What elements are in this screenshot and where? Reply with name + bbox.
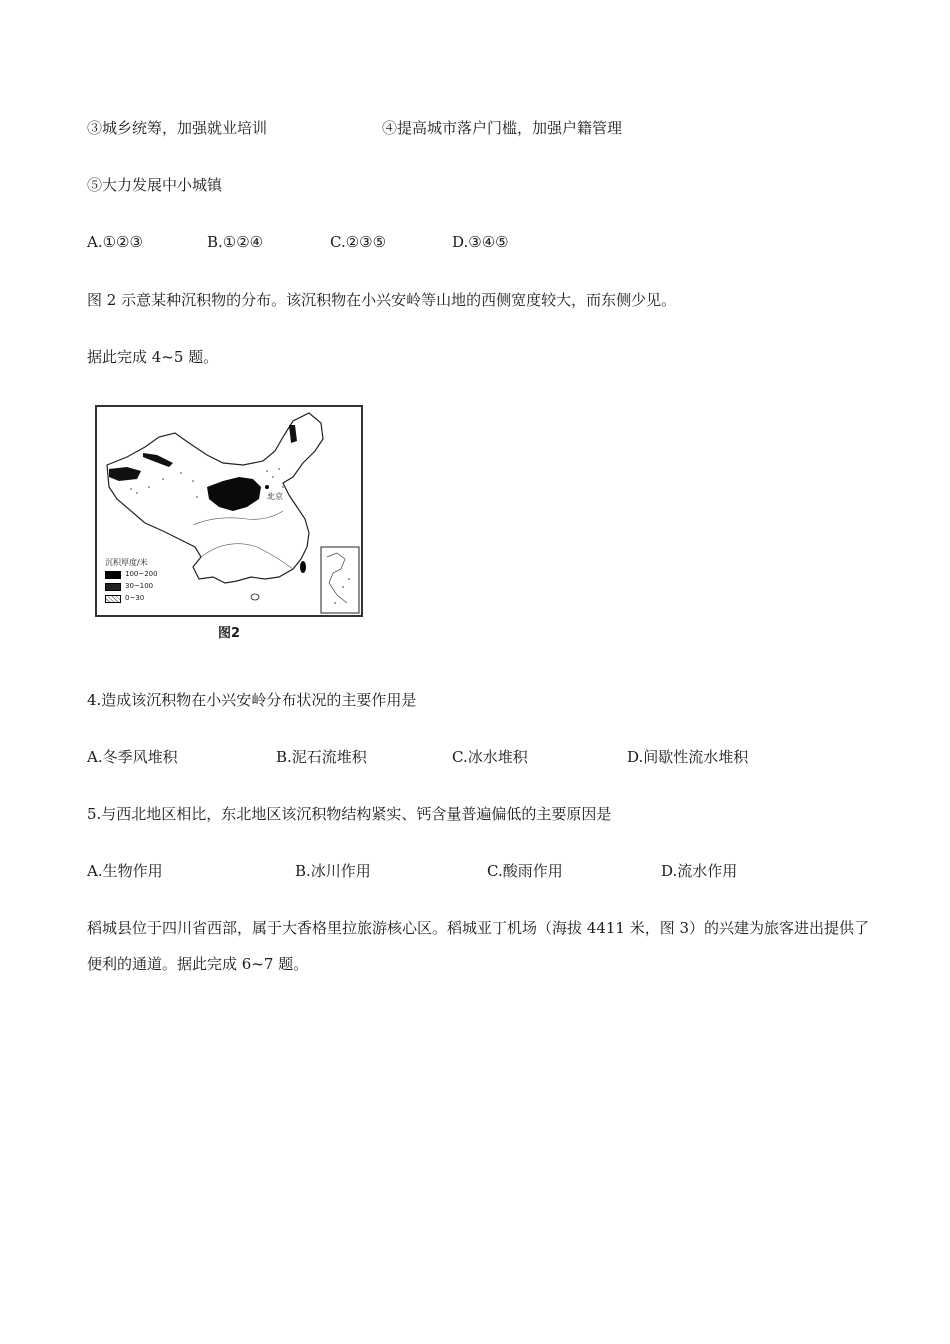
- option-item-3: ③城乡统筹，加强就业培训: [87, 119, 268, 137]
- q3-choice-c: C.②③⑤: [330, 233, 387, 251]
- legend-label-0-30: 0~30: [125, 594, 145, 602]
- sediment-dots: [130, 468, 284, 498]
- option-item-5: ⑤大力发展中小城镇: [87, 176, 223, 194]
- sediment-patch-loess-plateau: [207, 477, 261, 511]
- q3-choice-d: D.③④⑤: [452, 233, 509, 251]
- q3-choice-a: A.①②③: [87, 233, 143, 251]
- legend-swatch-100-200: [105, 571, 121, 579]
- q4-choice-b: B.泥石流堆积: [276, 748, 367, 766]
- legend-swatch-30-100: [105, 583, 121, 591]
- intro-4-5-line1: 图 2 示意某种沉积物的分布。该沉积物在小兴安岭等山地的西侧宽度较大，而东侧少见。: [87, 291, 677, 309]
- intro-6-7: 稻城县位于四川省西部，属于大香格里拉旅游核心区。稻城亚丁机场（海拔 4411 米，图 3）的兴建为旅客进出提供了便利的通道。据此完成 6~7 题。: [87, 919, 870, 973]
- sediment-patch-northeast: [289, 425, 297, 443]
- legend-swatch-0-30: [105, 595, 121, 603]
- figure-2-map: [95, 405, 363, 617]
- taiwan-island: [300, 561, 306, 573]
- legend-title: 沉积厚度/米: [105, 558, 148, 567]
- option-item-4: ④提高城市落户门槛，加强户籍管理: [382, 119, 623, 137]
- q3-choice-b: B.①②④: [207, 233, 264, 251]
- figure-2-caption: 图2: [218, 626, 241, 641]
- legend-label-30-100: 30~100: [125, 582, 154, 590]
- hainan-island: [251, 594, 259, 600]
- sediment-patch-tianshan: [143, 453, 173, 467]
- q5-stem: 5.与西北地区相比，东北地区该沉积物结构紧实、钙含量普遍偏低的主要原因是: [87, 805, 612, 823]
- q4-choice-c: C.冰水堆积: [452, 748, 528, 766]
- q4-stem: 4.造成该沉积物在小兴安岭分布状况的主要作用是: [87, 691, 417, 709]
- beijing-marker-icon: [265, 485, 269, 489]
- city-label-beijing: 北京: [267, 492, 283, 501]
- south-china-sea-inset: [321, 547, 359, 613]
- q5-choice-a: A.生物作用: [87, 862, 163, 880]
- q5-choice-d: D.流水作用: [661, 862, 738, 880]
- intro-4-5-line2: 据此完成 4~5 题。: [87, 348, 219, 366]
- q4-choice-a: A.冬季风堆积: [87, 748, 178, 766]
- q5-choice-b: B.冰川作用: [295, 862, 371, 880]
- sediment-patch-xinjiang-west: [109, 467, 141, 481]
- q4-choice-d: D.间歇性流水堆积: [627, 748, 749, 766]
- legend-label-100-200: 100~200: [125, 570, 158, 578]
- q5-choice-c: C.酸雨作用: [487, 862, 563, 880]
